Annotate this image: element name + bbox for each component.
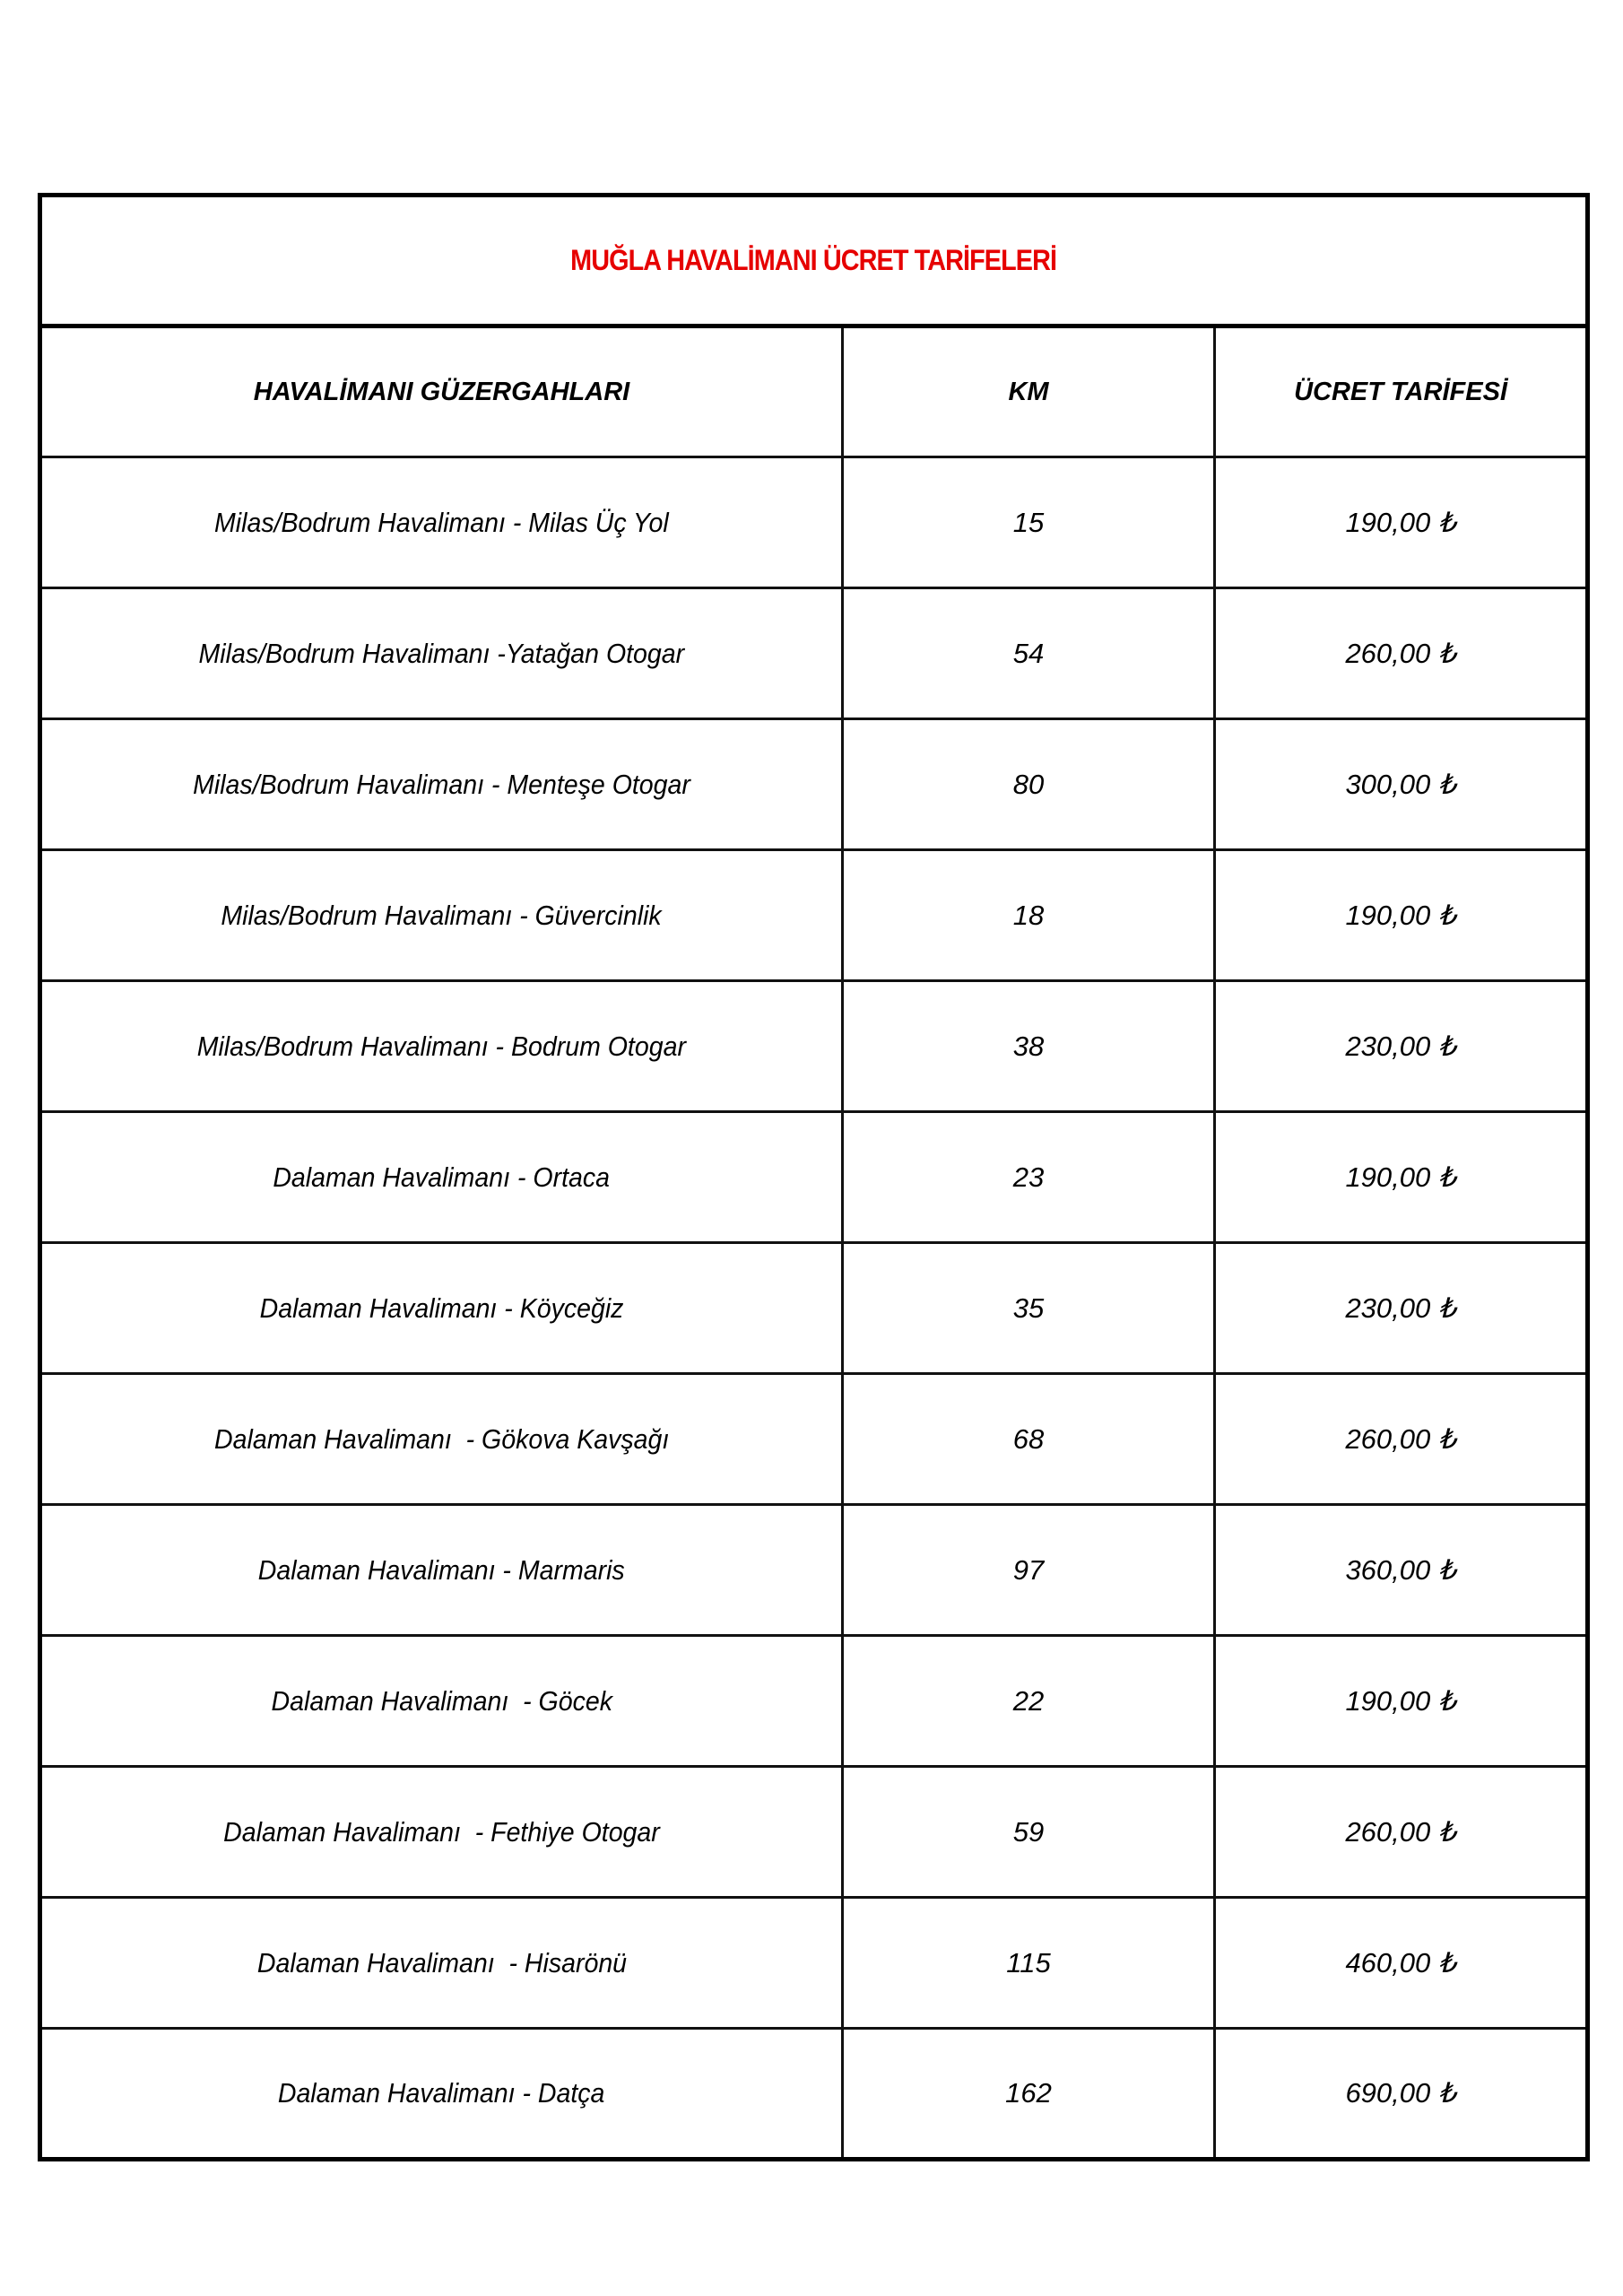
route-cell-value: Milas/Bodrum Havalimanı - Güvercinlik [221, 899, 663, 931]
fare-cell-value: 360,00 ₺ [1345, 1553, 1456, 1586]
route-cell [40, 2029, 843, 2160]
route-cell-value: Dalaman Havalimanı - Ortaca [273, 1161, 611, 1193]
route-cell-value: Milas/Bodrum Havalimanı - Menteşe Otogar [193, 768, 690, 800]
km-cell [843, 850, 1215, 981]
km-cell [843, 1112, 1215, 1243]
route-cell [40, 850, 843, 981]
fare-cell-value: 690,00 ₺ [1345, 2077, 1456, 2109]
route-cell [40, 1374, 843, 1505]
table-row [40, 1505, 1588, 1636]
fare-cell [1215, 457, 1588, 588]
header-fare-label: ÜCRET TARİFESİ [1294, 377, 1507, 406]
route-cell-value: Dalaman Havalimanı - Gökova Kavşağı [213, 1422, 670, 1455]
fare-table [38, 193, 1590, 2161]
route-cell [40, 588, 843, 719]
header-route [40, 326, 843, 457]
fare-cell-value: 230,00 ₺ [1345, 1030, 1456, 1062]
route-cell-value: Milas/Bodrum Havalimanı -Yatağan Otogar [198, 637, 685, 669]
route-cell-value: Dalaman Havalimanı - Fethiye Otogar [223, 1815, 660, 1848]
km-cell-value: 162 [1005, 2077, 1052, 2109]
title-cell [40, 196, 1588, 326]
fare-cell-value: 230,00 ₺ [1345, 1292, 1456, 1324]
km-cell-value: 35 [1012, 1292, 1045, 1324]
route-cell [40, 1636, 843, 1767]
km-cell-value: 97 [1012, 1553, 1045, 1586]
route-cell [40, 1243, 843, 1374]
fare-cell-value: 190,00 ₺ [1345, 1684, 1456, 1717]
km-cell [843, 2029, 1215, 2160]
fare-cell [1215, 588, 1588, 719]
km-cell [843, 1898, 1215, 2029]
table-row [40, 981, 1588, 1112]
fare-cell-value: 260,00 ₺ [1345, 637, 1456, 669]
route-cell-value: Dalaman Havalimanı - Marmaris [258, 1553, 625, 1586]
fare-cell [1215, 1505, 1588, 1636]
fare-cell-value: 190,00 ₺ [1345, 899, 1456, 931]
fare-cell [1215, 719, 1588, 850]
header-row [40, 326, 1588, 457]
route-cell [40, 1505, 843, 1636]
fare-cell-value: 190,00 ₺ [1345, 1161, 1456, 1193]
table-row [40, 850, 1588, 981]
fare-cell [1215, 1112, 1588, 1243]
km-cell [843, 588, 1215, 719]
km-cell [843, 457, 1215, 588]
header-route-label: HAVALİMANI GÜZERGAHLARI [253, 377, 630, 406]
fare-cell [1215, 1767, 1588, 1898]
km-cell-value: 54 [1012, 637, 1045, 669]
route-cell-value: Milas/Bodrum Havalimanı - Milas Üç Yol [214, 506, 669, 538]
table-row [40, 719, 1588, 850]
route-cell-value: Dalaman Havalimanı - Göcek [271, 1684, 612, 1717]
fare-cell [1215, 850, 1588, 981]
km-cell [843, 1767, 1215, 1898]
km-cell-value: 80 [1012, 768, 1045, 800]
table-row [40, 1898, 1588, 2029]
table-title: MUĞLA HAVALİMANI ÜCRET TARİFELERİ [570, 244, 1057, 276]
fare-cell-value: 190,00 ₺ [1345, 506, 1456, 538]
route-cell [40, 1767, 843, 1898]
route-cell [40, 1898, 843, 2029]
km-cell-value: 59 [1012, 1815, 1045, 1848]
route-cell [40, 457, 843, 588]
table-row [40, 1374, 1588, 1505]
fare-cell [1215, 1243, 1588, 1374]
km-cell [843, 1505, 1215, 1636]
route-cell [40, 719, 843, 850]
km-cell [843, 1636, 1215, 1767]
km-cell-value: 18 [1012, 899, 1045, 931]
km-cell [843, 1243, 1215, 1374]
km-cell-value: 22 [1012, 1684, 1045, 1717]
title-row [40, 196, 1588, 326]
fare-cell-value: 260,00 ₺ [1345, 1815, 1456, 1848]
route-cell [40, 1112, 843, 1243]
route-cell-value: Dalaman Havalimanı - Köyceğiz [259, 1292, 624, 1324]
route-cell [40, 981, 843, 1112]
km-cell-value: 115 [1006, 1946, 1051, 1979]
table-row [40, 1636, 1588, 1767]
fare-cell [1215, 1898, 1588, 2029]
table-row [40, 1112, 1588, 1243]
km-cell-value: 15 [1012, 506, 1045, 538]
table-row [40, 1243, 1588, 1374]
km-cell-value: 68 [1012, 1422, 1045, 1455]
table-row [40, 1767, 1588, 1898]
header-km [843, 326, 1215, 457]
km-cell [843, 1374, 1215, 1505]
header-fare [1215, 326, 1588, 457]
table-row [40, 588, 1588, 719]
route-cell-value: Dalaman Havalimanı - Hisarönü [256, 1946, 627, 1979]
fare-cell [1215, 1636, 1588, 1767]
fare-cell [1215, 981, 1588, 1112]
km-cell [843, 719, 1215, 850]
fare-cell-value: 300,00 ₺ [1345, 768, 1456, 800]
fare-cell [1215, 1374, 1588, 1505]
km-cell-value: 38 [1012, 1030, 1045, 1062]
fare-cell-value: 260,00 ₺ [1345, 1422, 1456, 1455]
route-cell-value: Milas/Bodrum Havalimanı - Bodrum Otogar [196, 1030, 687, 1062]
header-km-label: KM [1008, 377, 1049, 406]
table-row [40, 2029, 1588, 2160]
table-row [40, 457, 1588, 588]
fare-cell-value: 460,00 ₺ [1345, 1946, 1456, 1979]
km-cell [843, 981, 1215, 1112]
fare-cell [1215, 2029, 1588, 2160]
km-cell-value: 23 [1012, 1161, 1045, 1193]
route-cell-value: Dalaman Havalimanı - Datça [278, 2077, 605, 2109]
